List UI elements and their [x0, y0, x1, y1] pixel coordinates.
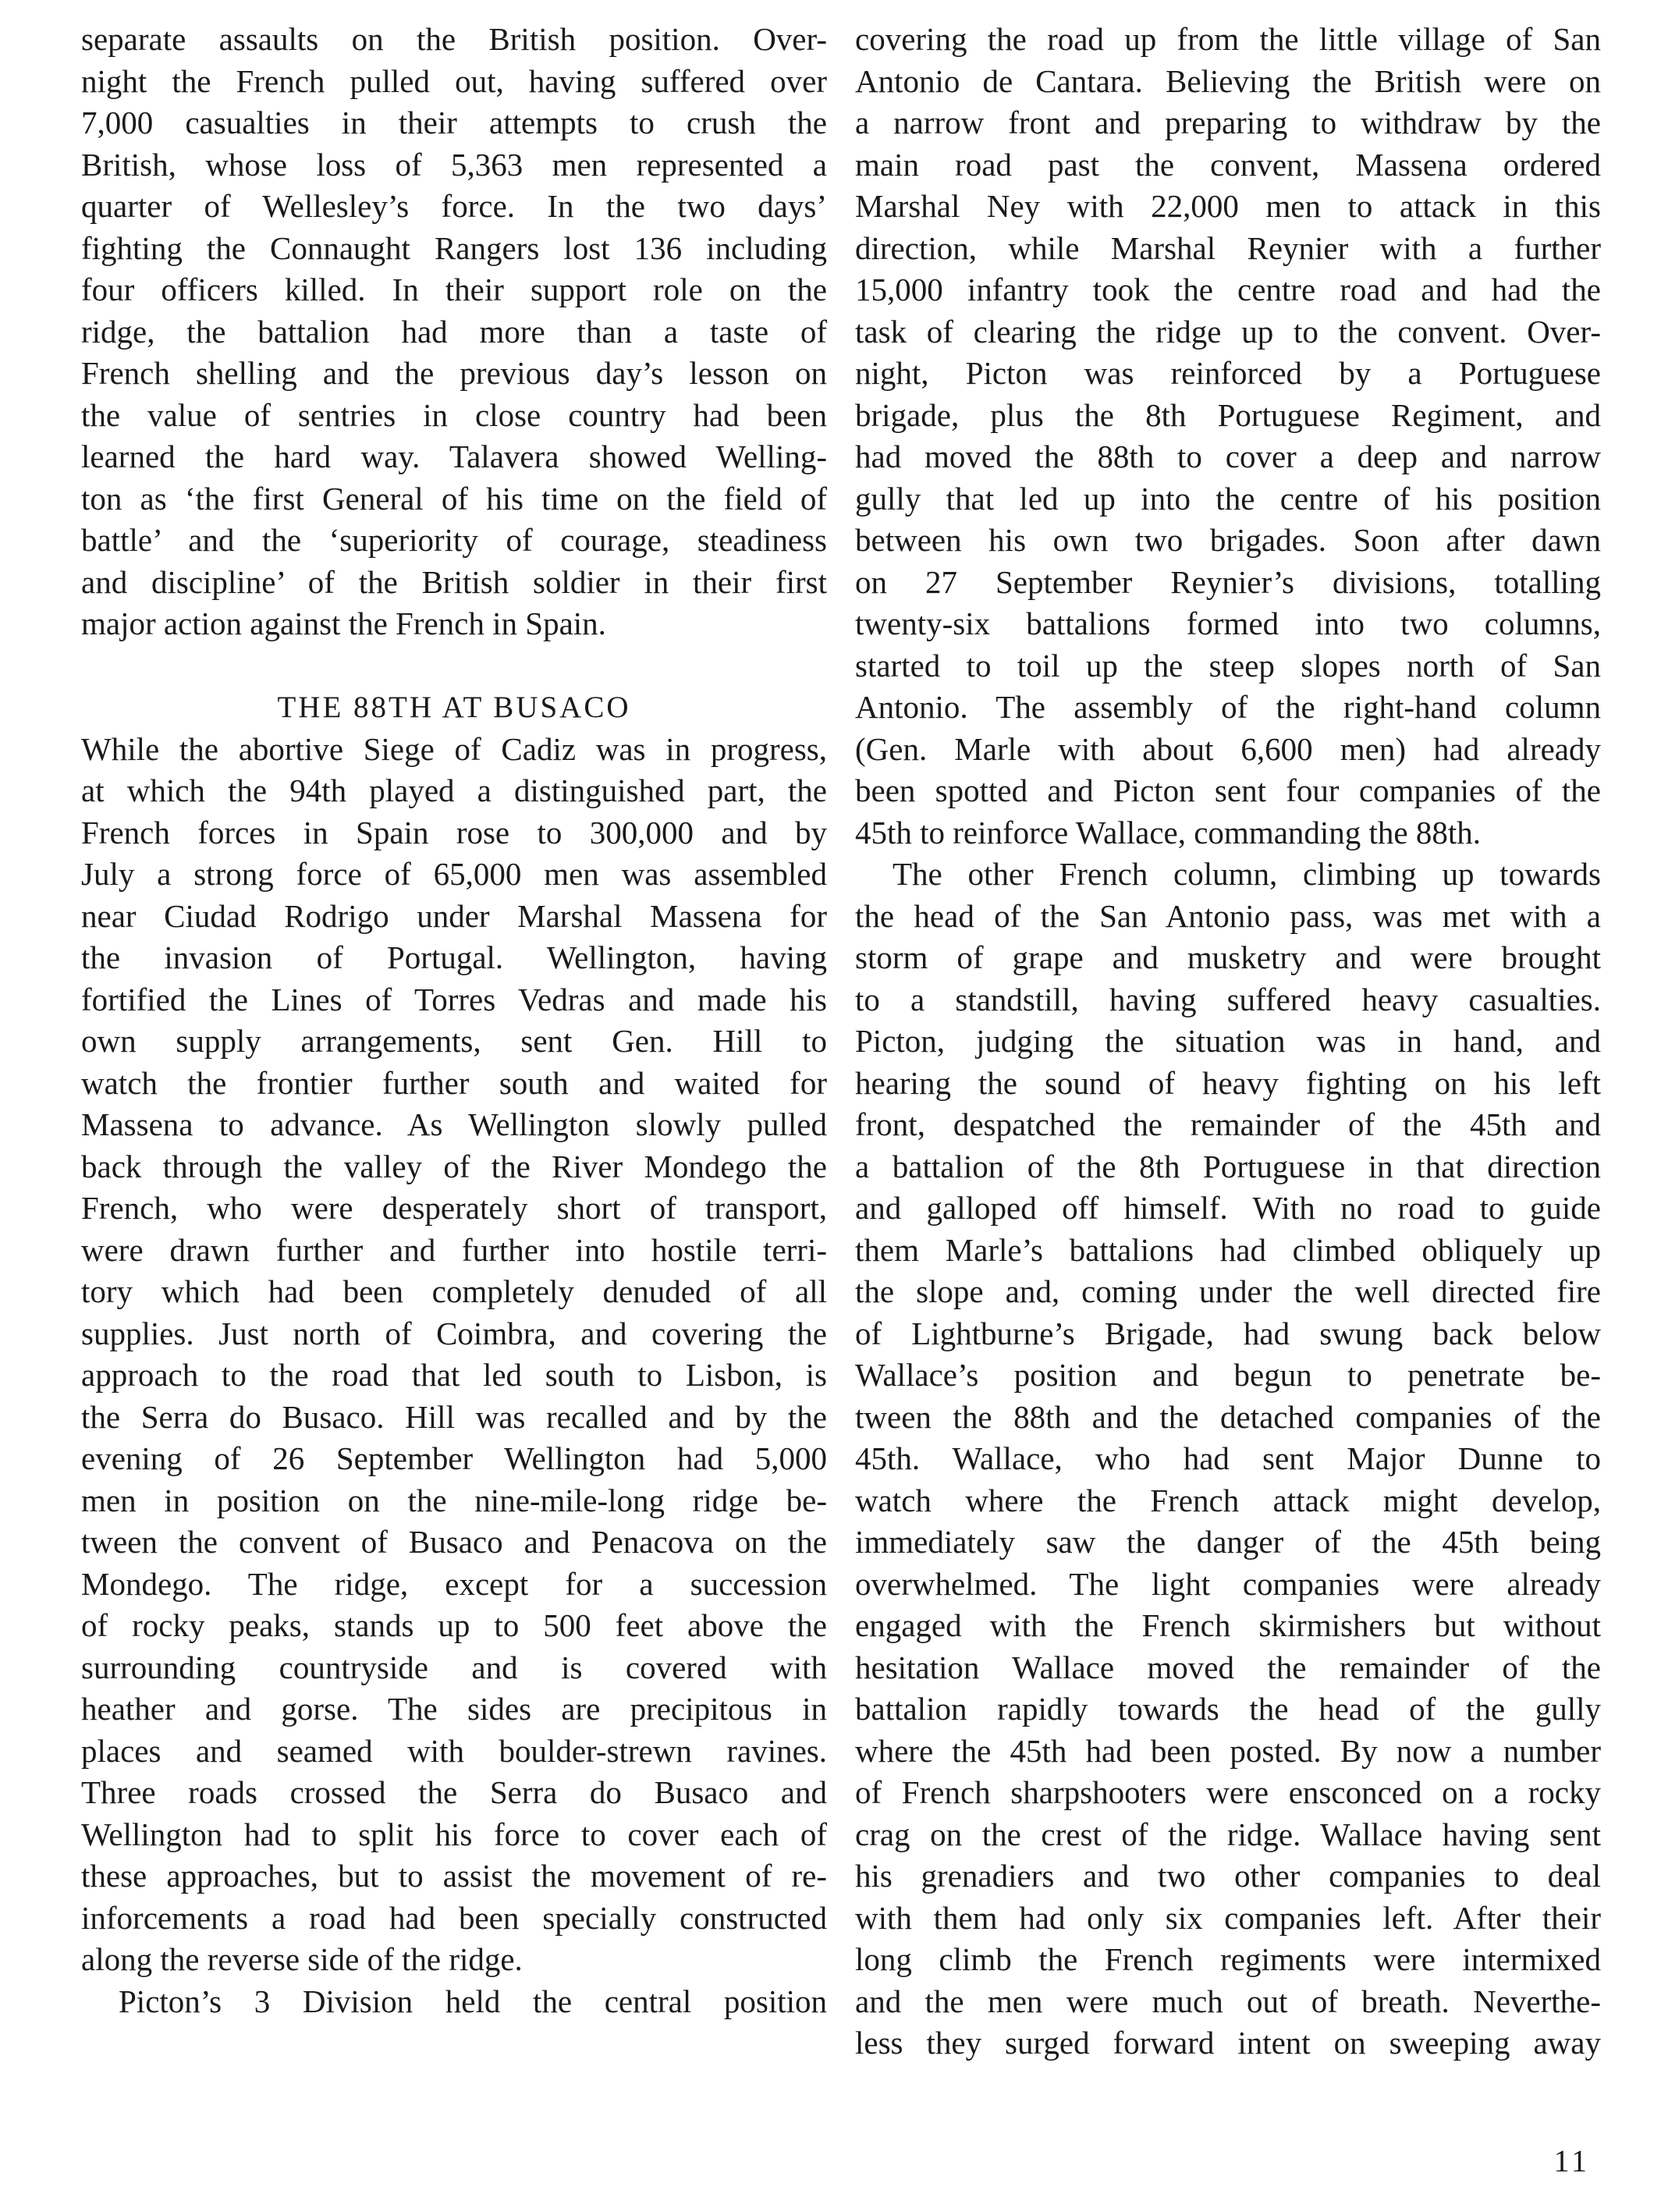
page-number: 11 [1553, 2143, 1590, 2178]
text-line: 45th. Wallace, who had sent Major Dunne to [855, 1440, 1601, 1476]
text-line: four officers killed. In their support role on the [81, 272, 827, 307]
text-line: (Gen. Marle with about 6,600 men) had already [855, 730, 1601, 767]
text-line: fighting the Connaught Rangers lost 136 including [81, 229, 827, 266]
text-line: overwhelmed. The light companies were already [855, 1565, 1601, 1602]
text-line: watch the frontier further south and waited for [81, 1064, 827, 1101]
text-line: French shelling and the previous day’s lesson on [81, 355, 827, 391]
text-line: along the reverse side of the ridge. [81, 1941, 523, 1977]
text-line: surrounding countryside and is covered with [81, 1649, 827, 1685]
text-line: Mondego. The ridge, except for a succession [81, 1565, 827, 1602]
text-line: Wellington had to split his force to cover each of [81, 1816, 827, 1852]
text-line: 7,000 casualties in their attempts to crush the [81, 105, 827, 140]
text-line: the head of the San Antonio pass, was met with a [855, 897, 1601, 934]
text-line: Picton’s 3 Division held the central position [119, 1983, 827, 2019]
text-line: While the abortive Siege of Cadiz was in progress, [81, 730, 827, 767]
text-line: of rocky peaks, stands up to 500 feet above the [81, 1607, 827, 1643]
text-line: hesitation Wallace moved the remainder of the [855, 1649, 1601, 1685]
text-line: gully that led up into the centre of his position [855, 480, 1601, 517]
text-line: of French sharpshooters were ensconced on a rocky [855, 1774, 1601, 1810]
text-line: evening of 26 September Wellington had 5,000 [81, 1440, 827, 1476]
text-line: Antonio. The assembly of the right-hand column [855, 689, 1601, 725]
text-line: Three roads crossed the Serra do Busaco and [81, 1774, 827, 1810]
text-line: watch where the French attack might develop, [855, 1482, 1601, 1518]
paragraph-picton-division [81, 1981, 827, 2023]
paragraph-french-column [855, 854, 1601, 2065]
text-line: inforcements a road had been specially constructed [81, 1899, 827, 1936]
text-line: main road past the convent, Massena ordered [855, 146, 1601, 183]
text-line: major action against the French in Spain. [81, 605, 606, 641]
text-line: immediately saw the danger of the 45th being [855, 1524, 1601, 1560]
text-line: task of clearing the ridge up to the convent. Over- [855, 313, 1601, 350]
text-line: brigade, plus the 8th Portuguese Regiment, and [855, 396, 1601, 433]
text-line: front, despatched the remainder of the 45th and [855, 1106, 1601, 1142]
text-line: night the French pulled out, having suffered over [81, 62, 827, 99]
text-line: and galloped off himself. With no road to guide [855, 1190, 1601, 1226]
text-line: crag on the crest of the ridge. Wallace having sent [855, 1816, 1601, 1852]
text-line: of Lightburne’s Brigade, had swung back below [855, 1315, 1601, 1351]
text-line: engaged with the French skirmishers but without [855, 1607, 1601, 1643]
text-line: tween the convent of Busaco and Penacova on the [81, 1524, 827, 1560]
text-line: separate assaults on the British position. Over- [81, 21, 827, 57]
text-line: The other French column, climbing up towards [893, 856, 1601, 892]
text-line: the Serra do Busaco. Hill was recalled and by the [81, 1398, 827, 1435]
text-line: Wallace’s position and begun to penetrate be- [855, 1357, 1601, 1393]
text-line: been spotted and Picton sent four companies of the [855, 772, 1601, 808]
text-line: ridge, the battalion had more than a taste of [81, 313, 827, 350]
text-line: between his own two brigades. Soon after dawn [855, 522, 1601, 558]
right-column [855, 19, 1601, 2065]
text-line: ton as ‘the first General of his time on the field of [81, 480, 827, 517]
text-line: with them had only six companies left. After their [855, 1899, 1601, 1936]
section-heading: THE 88TH AT BUSACO [277, 691, 631, 724]
text-line: direction, while Marshal Reynier with a further [855, 229, 1601, 266]
text-line: long climb the French regiments were intermixed [855, 1941, 1601, 1977]
text-line: where the 45th had been posted. By now a number [855, 1732, 1601, 1769]
text-line: French forces in Spain rose to 300,000 and by [81, 814, 827, 850]
text-line: a battalion of the 8th Portuguese in that direction [855, 1148, 1601, 1184]
text-line: battalion rapidly towards the head of the gully [855, 1691, 1601, 1727]
text-line: places and seamed with boulder-strewn ravines. [81, 1732, 827, 1769]
text-line: heather and gorse. The sides are precipitous in [81, 1691, 827, 1727]
text-line: 45th to reinforce Wallace, commanding the 88th. [855, 814, 1482, 850]
spacer [81, 645, 827, 687]
text-line: a narrow front and preparing to withdraw by the [855, 105, 1601, 140]
text-line: them Marle’s battalions had climbed obliquely up [855, 1231, 1601, 1268]
text-line: covering the road up from the little village of San [855, 21, 1601, 57]
text-line: and discipline’ of the British soldier in their first [81, 563, 827, 600]
text-line: supplies. Just north of Coimbra, and covering the [81, 1315, 827, 1351]
text-line: British, whose loss of 5,363 men represented a [81, 146, 827, 183]
text-line: quarter of Wellesley’s force. In the two days’ [81, 188, 827, 224]
text-line: started to toil up the steep slopes north of San [855, 647, 1601, 683]
text-line: night, Picton was reinforced by a Portuguese [855, 355, 1601, 391]
text-line: the value of sentries in close country had been [81, 396, 827, 433]
text-line: learned the hard way. Talavera showed Welling- [81, 438, 827, 474]
text-line: were drawn further and further into hostile terri- [81, 1231, 827, 1268]
text-line: July a strong force of 65,000 men was assembled [81, 856, 827, 892]
text-line: men in position on the nine-mile-long ridge be- [81, 1482, 827, 1518]
text-line: back through the valley of the River Mondego the [81, 1148, 827, 1184]
left-column [81, 19, 827, 2022]
text-line: the invasion of Portugal. Wellington, having [81, 939, 827, 975]
text-line: Antonio de Cantara. Believing the British were on [855, 62, 1601, 99]
paragraph-san-antonio [855, 19, 1601, 854]
text-line: these approaches, but to assist the movement of re- [81, 1858, 827, 1894]
text-line: storm of grape and musketry and were brought [855, 939, 1601, 975]
text-line: and the men were much out of breath. Neverthe- [855, 1983, 1601, 2019]
text-line: twenty-six battalions formed into two columns, [855, 605, 1601, 641]
text-line: 15,000 infantry took the centre road and had the [855, 272, 1601, 307]
paragraph-siege-of-cadiz [81, 729, 827, 1981]
text-line: Picton, judging the situation was in hand, and [855, 1023, 1601, 1059]
text-line: his grenadiers and two other companies to deal [855, 1858, 1601, 1894]
text-line: at which the 94th played a distinguished part, the [81, 772, 827, 808]
text-line: near Ciudad Rodrigo under Marshal Massena for [81, 897, 827, 934]
text-line: the slope and, coming under the well directed fire [855, 1273, 1601, 1309]
text-line: battle’ and the ‘superiority of courage, steadiness [81, 522, 827, 558]
text-line: approach to the road that led south to Lisbon, is [81, 1357, 827, 1393]
text-line: had moved the 88th to cover a deep and narrow [855, 438, 1601, 474]
text-line: French, who were desperately short of transport, [81, 1190, 827, 1226]
text-line: on 27 September Reynier’s divisions, totalling [855, 563, 1601, 600]
text-line: to a standstill, having suffered heavy casualties. [855, 981, 1601, 1017]
text-line: hearing the sound of heavy fighting on his left [855, 1064, 1601, 1101]
text-line: less they surged forward intent on sweeping away [855, 2025, 1601, 2061]
text-line: tween the 88th and the detached companies of the [855, 1398, 1601, 1435]
text-line: Massena to advance. As Wellington slowly pulled [81, 1106, 827, 1142]
text-line: Marshal Ney with 22,000 men to attack in this [855, 188, 1601, 224]
text-line: tory which had been completely denuded of all [81, 1273, 827, 1309]
paragraph-talavera-conclusion [81, 19, 827, 645]
text-line: fortified the Lines of Torres Vedras and made his [81, 981, 827, 1017]
text-line: own supply arrangements, sent Gen. Hill to [81, 1023, 827, 1059]
